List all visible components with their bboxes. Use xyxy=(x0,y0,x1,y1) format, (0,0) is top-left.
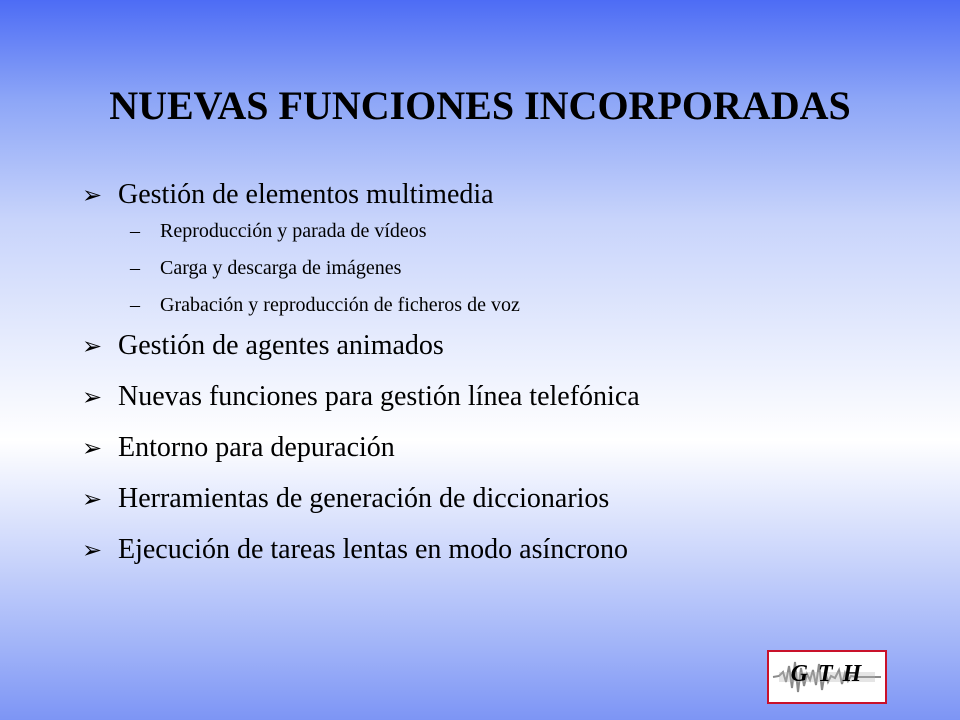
arrow-bullet-icon: ➢ xyxy=(82,434,103,462)
sub-item-text: Carga y descarga de imágenes xyxy=(160,257,402,279)
arrow-bullet-icon: ➢ xyxy=(82,536,103,564)
logo-text: G T H xyxy=(790,661,864,687)
bullet-text: Gestión de elementos multimedia xyxy=(118,179,494,210)
bullet-text: Nuevas funciones para gestión línea telefónica xyxy=(118,381,640,412)
bullet-item xyxy=(80,482,940,516)
sub-item xyxy=(118,218,940,244)
bullet-text: Herramientas de generación de diccionarios xyxy=(118,483,610,514)
gth-logo xyxy=(767,650,887,704)
bullet-item xyxy=(80,178,940,318)
arrow-bullet-icon: ➢ xyxy=(82,485,103,513)
bullet-text: Entorno para depuración xyxy=(118,432,395,463)
arrow-bullet-icon: ➢ xyxy=(82,181,103,209)
bullet-item xyxy=(80,329,940,363)
bullet-text: Gestión de agentes animados xyxy=(118,330,444,361)
sub-item-text: Grabación y reproducción de ficheros de voz xyxy=(160,294,520,316)
sub-item-text: Reproducción y parada de vídeos xyxy=(160,220,427,242)
sub-list xyxy=(118,218,940,318)
arrow-bullet-icon: ➢ xyxy=(82,383,103,411)
bullet-list xyxy=(80,178,940,567)
sub-item xyxy=(118,292,940,318)
arrow-bullet-icon: ➢ xyxy=(82,332,103,360)
sub-item xyxy=(118,255,940,281)
bullet-item xyxy=(80,431,940,465)
bullet-item xyxy=(80,380,940,414)
dash-bullet-icon: – xyxy=(130,257,140,279)
bullet-text: Ejecución de tareas lentas en modo asíncrono xyxy=(118,534,629,565)
dash-bullet-icon: – xyxy=(130,294,140,316)
slide-title: NUEVAS FUNCIONES INCORPORADAS xyxy=(109,83,851,128)
bullet-item xyxy=(80,533,940,567)
dash-bullet-icon: – xyxy=(130,220,140,242)
